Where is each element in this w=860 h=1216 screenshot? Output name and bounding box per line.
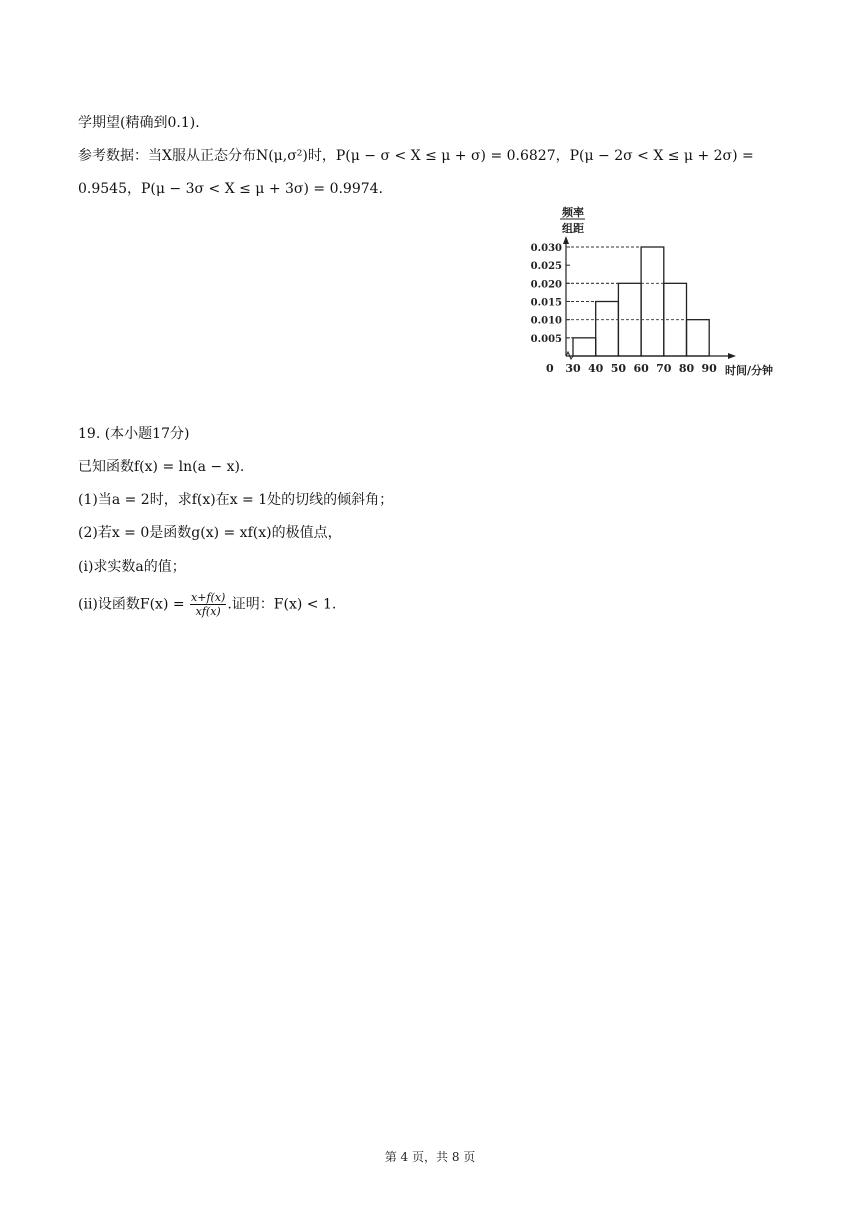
y-tick-label: 0.005 (530, 333, 562, 345)
histogram-bar (687, 320, 710, 356)
y-axis-arrow (563, 236, 569, 244)
question-part-1: (1)当a = 2时，求f(x)在x = 1处的切线的倾斜角； (78, 492, 394, 508)
histogram-chart (510, 204, 790, 384)
x-tick-label: 50 (610, 362, 627, 375)
part-2-ii-suffix: .证明：F(x) < 1. (227, 596, 337, 613)
question-part-2: (2)若x = 0是函数g(x) = xf(x)的极值点， (78, 525, 342, 541)
fraction-denominator: xf(x) (195, 605, 221, 618)
x-tick-label: 30 (565, 362, 581, 375)
histogram-bar (573, 338, 596, 356)
x-tick-label: 60 (633, 362, 649, 375)
y-axis-label-bottom: 组距 (562, 222, 584, 235)
text-line-1: 学期望(精确到0.1). (78, 115, 200, 131)
page-footer: 第 4 页，共 8 页 (384, 1150, 476, 1164)
y-axis-label-top: 频率 (562, 206, 584, 219)
text-line-3: 0.9545，P(μ − 3σ < X ≤ μ + 3σ) = 0.9974. (78, 181, 384, 197)
histogram-bar (596, 302, 619, 357)
y-tick-label: 0.010 (530, 315, 562, 327)
chart-marks (531, 236, 736, 375)
y-tick-label: 0.015 (530, 297, 562, 309)
fraction-numerator: x+f(x) (191, 591, 226, 604)
question-part-2-i: (i)求实数a的值； (78, 559, 186, 575)
question-given: 已知函数f(x) = ln(a − x). (78, 459, 245, 475)
x-tick-label: 80 (678, 362, 695, 375)
x-tick-label: 70 (656, 362, 672, 375)
x-axis-arrow (728, 353, 736, 359)
fraction (190, 592, 226, 617)
histogram-bar (641, 247, 664, 356)
text-line-2: 参考数据：当X服从正态分布N(μ,σ²)时，P(μ − σ < X ≤ μ + σ) = 0.6827，P(μ − 2σ < X ≤ μ + 2σ) = (78, 148, 754, 164)
y-tick-label: 0.030 (530, 243, 562, 254)
y-tick-label: 0.020 (530, 279, 562, 291)
x-axis-label: 时间/分钟 (725, 364, 774, 377)
part-2-ii-prefix: (ii)设函数F(x) = (78, 596, 185, 613)
question-header: 19. (本小题17分) (78, 426, 190, 442)
origin-label: 0 (546, 362, 554, 375)
x-tick-label: 90 (701, 362, 717, 375)
x-tick-label: 40 (588, 362, 604, 375)
y-tick-label: 0.025 (530, 261, 562, 273)
question-part-2-ii (78, 592, 336, 617)
